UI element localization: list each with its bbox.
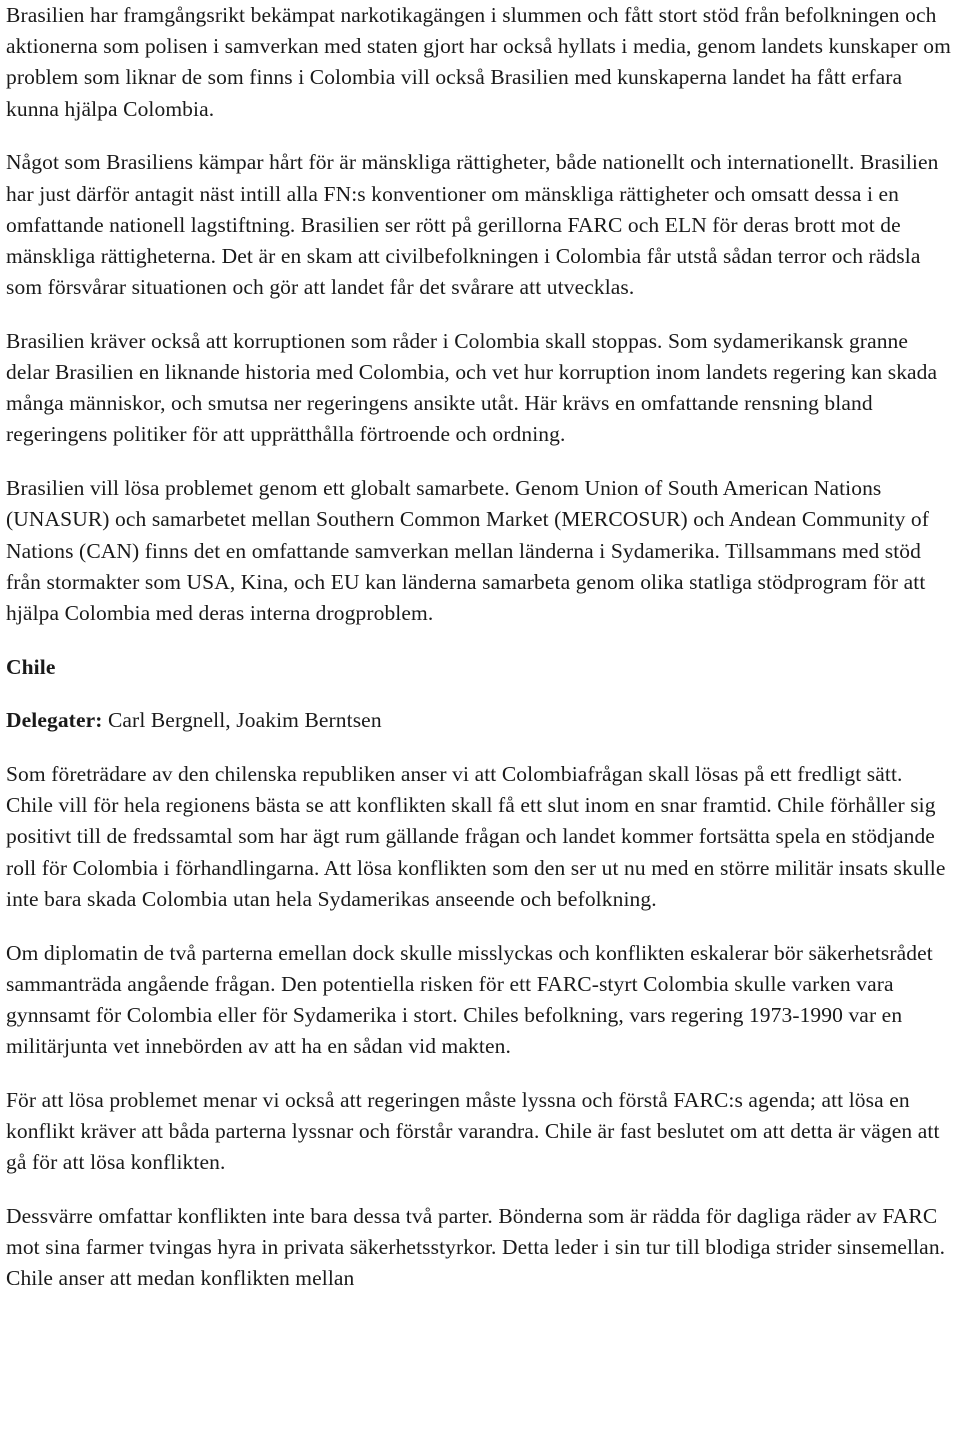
delegates-line	[6, 705, 954, 736]
delegates-names: Carl Bergnell, Joakim Berntsen	[102, 708, 382, 733]
document-page	[6, 0, 954, 1317]
delegates-label: Delegater:	[6, 708, 103, 733]
paragraph: Brasilien vill lösa problemet genom ett globalt samarbete. Genom Union of South American Nations (UNASUR) och samarbetet mellan Southern Common Market (MERCOSUR) och Andean Community of Nations (CAN) finns det en omfattande samverkan mellan länderna i Sydamerika. Tillsammans med stöd från stormakter som USA, Kina, och EU kan länderna samarbeta genom olika statliga stödprogram för att hjälpa Colombia med deras interna drogproblem.	[6, 476, 930, 625]
section-heading: Chile	[6, 654, 56, 679]
paragraph: Brasilien har framgångsrikt bekämpat narkotikagängen i slummen och fått stort stöd från befolkningen och aktionerna som polisen i samverkan med staten gjort har också hyllats i media, genom landets kunskaper om problem som liknar de som finns i Colombia vill också Brasilien med kunskaperna landet ha fått erfara kunna hjälpa Colombia.	[6, 3, 951, 121]
paragraph: Dessvärre omfattar konflikten inte bara dessa två parter. Bönderna som är rädda för dagliga räder av FARC mot sina farmer tvingas hyra in privata säkerhetsstyrkor. Detta leder i sin tur till blodiga strider sinsemellan. Chile anser att medan konflikten mellan	[6, 1204, 946, 1291]
paragraph: Som företrädare av den chilenska republiken anser vi att Colombiafrågan skall lösas på ett fredligt sätt. Chile vill för hela regionens bästa se att konflikten skall få ett slut inom en snar framtid. Chile förhåller sig positivt till de fredssamtal som har ägt rum gällande frågan och landet kommer fortsätta spela en stödjande roll för Colombia i förhandlingarna. Att lösa konflikten som den ser ut nu med en större militär insats skulle inte bara skada Colombia utan hela Sydamerikas anseende och befolkning.	[6, 762, 946, 911]
paragraph: För att lösa problemet menar vi också att regeringen måste lyssna och förstå FARC:s agenda; att lösa en konflikt kräver att båda parterna lyssnar och förstår varandra. Chile är fast beslutet om att detta är vägen att gå för att lösa konflikten.	[6, 1087, 940, 1175]
paragraph: Brasilien kräver också att korruptionen som råder i Colombia skall stoppas. Som sydamerikansk granne delar Brasilien en liknande historia med Colombia, och vet hur korruption inom landets regering kan skada många människor, och smutsa ner regeringens ansikte utåt. Här krävs en omfattande rensning bland regeringens politiker för att upprätthålla förtroende och ordning.	[6, 328, 938, 447]
paragraph: Om diplomatin de två parterna emellan dock skulle misslyckas och konflikten eskalerar bör säkerhetsrådet sammanträda angående frågan. Den potentiella risken för ett FARC-styrt Colombia skulle varken vara gynnsamt för Colombia eller för Sydamerika i stort. Chiles befolkning, vars regering 1973-1990 var en militärjunta vet innebörden av att ha en sådan vid makten.	[6, 940, 933, 1059]
paragraph: Något som Brasiliens kämpar hårt för är mänskliga rättigheter, både nationellt och internationellt. Brasilien har just därför antagit näst intill alla FN:s konventioner om mänskliga rättigheter och omsatt dessa i en omfattande nationell lagstiftning. Brasilien ser rött på gerillorna FARC och ELN för deras brott mot de mänskliga rättigheterna. Det är en skam att civilbefolkningen i Colombia får utstå sådan terror och rädsla som försvårar situationen och gör att landet får det svårare att utvecklas.	[6, 150, 939, 300]
